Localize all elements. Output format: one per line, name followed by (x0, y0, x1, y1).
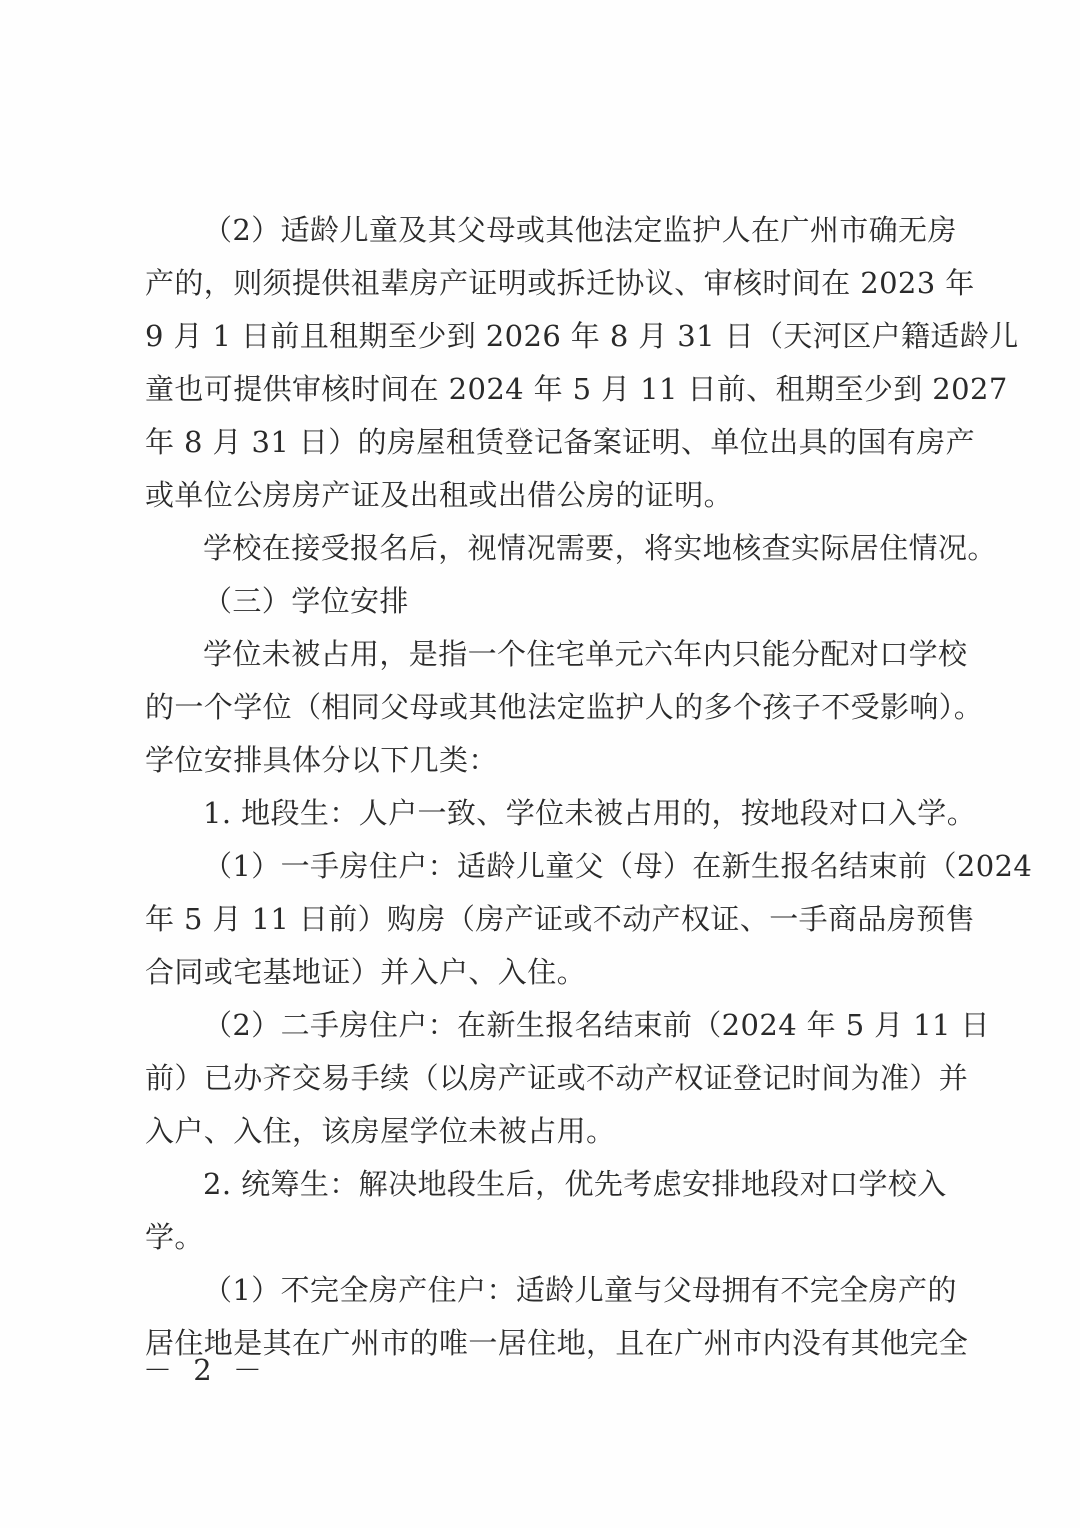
paragraph (145, 999, 990, 1158)
text-line: 合同或宅基地证）并入户、入住。 (145, 955, 587, 989)
paragraph (145, 575, 941, 628)
text-line: （2）适龄儿童及其父母或其他法定监护人在广州市确无房 (203, 213, 957, 247)
paragraph (145, 204, 1019, 522)
text-line: 童也可提供审核时间在 2024 年 5 月 11 日前、租期至少到 2027 (145, 372, 1008, 406)
paragraph (145, 840, 1033, 999)
text-line: （2）二手房住户：在新生报名结束前（2024 年 5 月 11 日 (203, 1008, 990, 1042)
text-line: 2. 统筹生：解决地段生后，优先考虑安排地段对口学校入 (203, 1167, 947, 1201)
text-line: （三）学位安排 (203, 584, 409, 618)
text-line: 前）已办齐交易手续（以房产证或不动产权证登记时间为准）并 (145, 1061, 969, 1095)
document-body (145, 204, 1033, 1370)
paragraph (145, 1158, 947, 1264)
text-line: 居住地是其在广州市的唯一居住地，且在广州市内没有其他完全 (145, 1326, 969, 1360)
text-line: 入户、入住，该房屋学位未被占用。 (145, 1114, 616, 1148)
text-line: 年 8 月 31 日）的房屋租赁登记备案证明、单位出具的国有房产 (145, 425, 976, 459)
text-line: 学位安排具体分以下几类： (145, 743, 498, 777)
paragraph (145, 628, 984, 787)
text-line: 学校在接受报名后，视情况需要，将实地核查实际居住情况。 (203, 531, 997, 565)
page-number: － 2 － (143, 1353, 268, 1387)
text-line: 1. 地段生：人户一致、学位未被占用的，按地段对口入学。 (203, 796, 977, 830)
text-line: 学。 (145, 1220, 204, 1254)
text-line: 学位未被占用，是指一个住宅单元六年内只能分配对口学校 (203, 637, 968, 671)
paragraph (145, 787, 977, 840)
text-line: （1）不完全房产住户：适龄儿童与父母拥有不完全房产的 (203, 1273, 957, 1307)
paragraph (145, 522, 997, 575)
text-line: 的一个学位（相同父母或其他法定监护人的多个孩子不受影响）。 (145, 690, 984, 724)
text-line: 年 5 月 11 日前）购房（房产证或不动产权证、一手商品房预售 (145, 902, 976, 936)
text-line: 9 月 1 日前且租期至少到 2026 年 8 月 31 日（天河区户籍适龄儿 (145, 319, 1019, 353)
text-line: 产的，则须提供祖辈房产证明或拆迁协议、审核时间在 2023 年 (145, 266, 975, 300)
text-line: 或单位公房房产证及出租或出借公房的证明。 (145, 478, 734, 512)
text-line: （1）一手房住户：适龄儿童父（母）在新生报名结束前（2024 (203, 849, 1033, 883)
